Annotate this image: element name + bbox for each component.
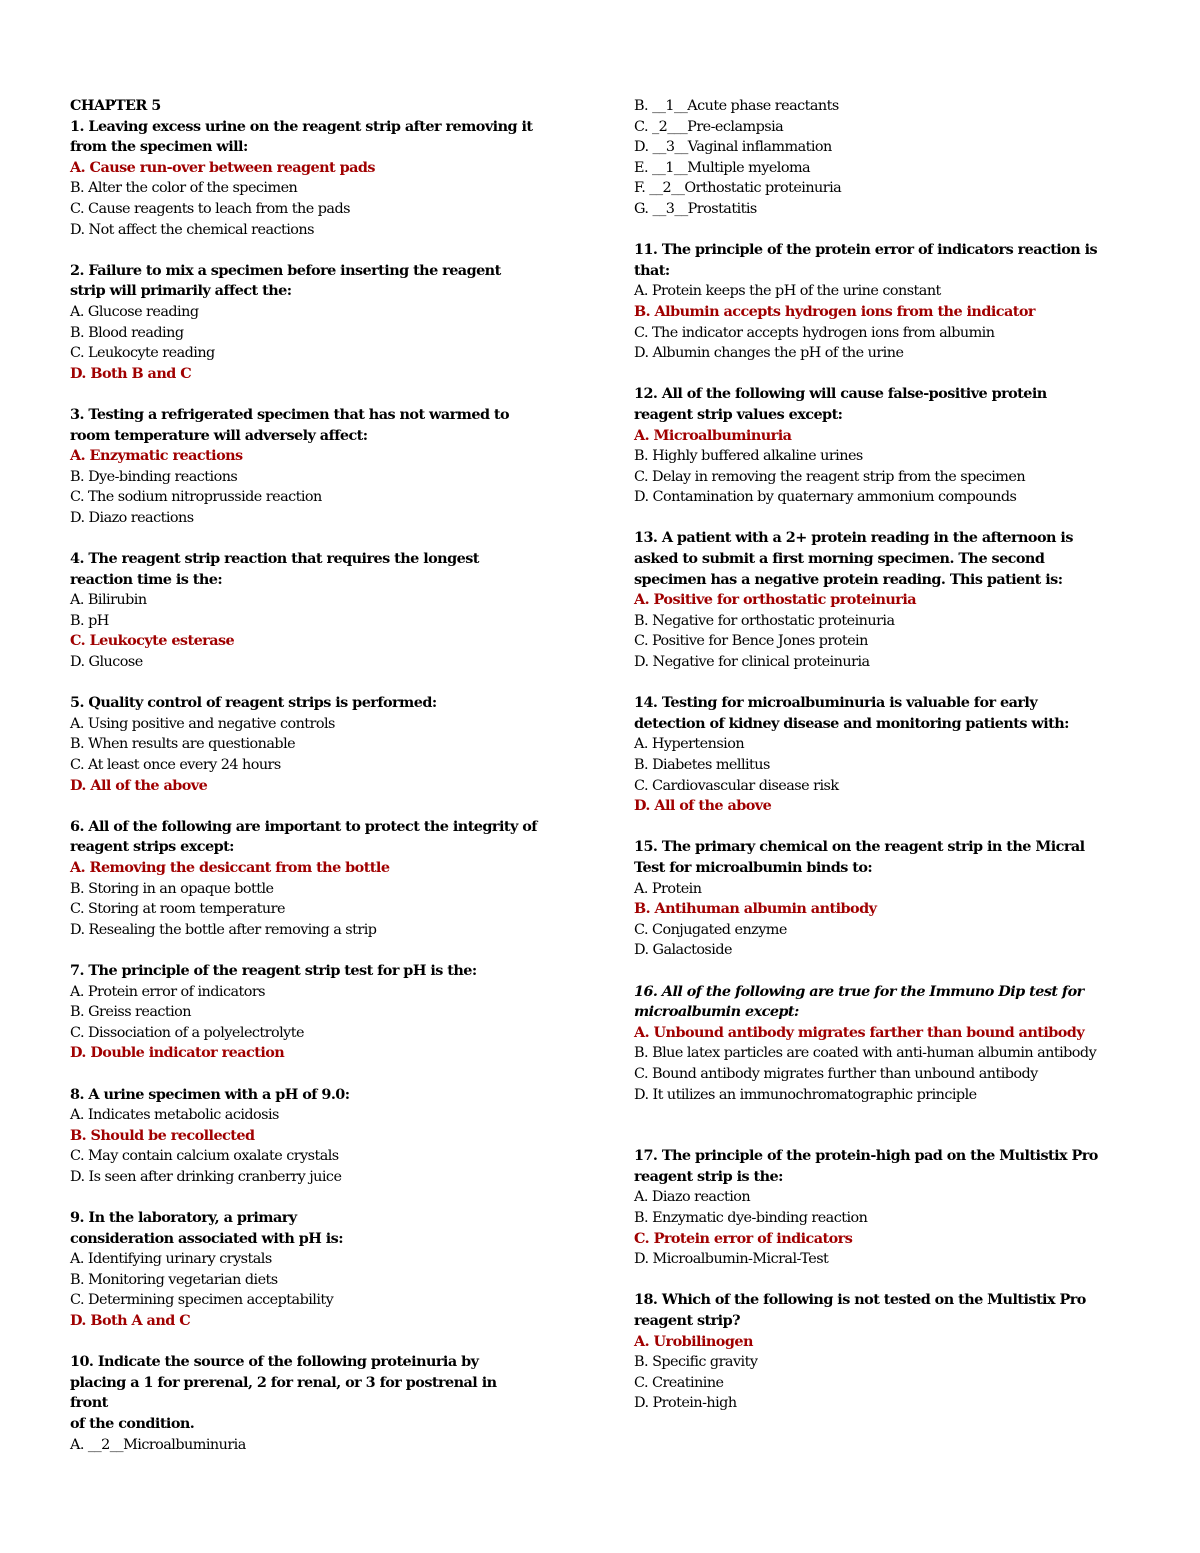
question-line: from the specimen will: (70, 138, 248, 156)
option-line: A. Protein error of indicators (70, 983, 266, 1000)
option-line: D. Resealing the bottle after removing a strip (70, 921, 377, 938)
correct-answer-line: B. Albumin accepts hydrogen ions from the indicator (634, 302, 1035, 320)
option-line: A. Hypertension (634, 736, 745, 753)
question-line: 4. The reagent strip reaction that requires the longest (70, 550, 479, 568)
question-line: 6. All of the following are important to protect the integrity of (70, 817, 537, 835)
option-line: A. __2__Microalbuminuria (70, 1436, 246, 1453)
option-line: B. Enzymatic dye-binding reaction (634, 1210, 868, 1227)
option-line: B. Diabetes mellitus (634, 757, 770, 773)
option-line: C. Cardiovascular disease risk (634, 777, 839, 794)
question-line: placing a 1 for prerenal, 2 for renal, or 3 for postrenal in (70, 1373, 497, 1391)
option-line: B. When results are questionable (70, 736, 296, 753)
blank-line (70, 1332, 580, 1353)
blank-line (70, 673, 580, 694)
option-line: C. Storing at room temperature (70, 901, 285, 918)
correct-answer-line: A. Microalbuminuria (634, 426, 792, 444)
option-line: C. At least once every 24 hours (70, 757, 281, 773)
blank-line (634, 1270, 1134, 1291)
correct-answer-line: C. Leukocyte esterase (70, 632, 235, 650)
blank-line (634, 673, 1134, 694)
option-line: C. The indicator accepts hydrogen ions from albumin (634, 324, 995, 341)
question-line: that: (634, 261, 670, 279)
option-line: A. Identifying urinary crystals (70, 1251, 272, 1268)
question-line: 13. A patient with a 2+ protein reading in the afternoon is (634, 529, 1073, 547)
question-line: Test for microalbumin binds to: (634, 858, 873, 876)
question-line: reagent strips except: (70, 838, 234, 856)
correct-answer-line: A. Urobilinogen (634, 1332, 753, 1350)
option-line: C. Positive for Bence Jones protein (634, 633, 868, 650)
question-line: reagent strip? (634, 1312, 740, 1330)
blank-line (70, 528, 580, 549)
option-line: B. Dye-binding reactions (70, 468, 238, 485)
option-line: A. Glucose reading (70, 303, 199, 320)
question-line: 9. In the laboratory, a primary (70, 1209, 297, 1227)
option-line: A. Diazo reaction (634, 1189, 751, 1206)
question-line: 14. Testing for microalbuminuria is valuable for early (634, 694, 1038, 712)
option-line: D. Not affect the chemical reactions (70, 221, 314, 238)
blank-line (70, 796, 580, 817)
question-line: strip will primarily affect the: (70, 282, 292, 300)
option-line: D. It utilizes an immunochromatographic principle (634, 1086, 977, 1103)
option-line: D. Protein-high (634, 1395, 737, 1412)
option-line: B. Specific gravity (634, 1354, 758, 1371)
option-line: D. Albumin changes the pH of the urine (634, 345, 904, 362)
option-line: D. Contamination by quaternary ammonium compounds (634, 489, 1017, 506)
option-line: F. __2__Orthostatic proteinuria (634, 180, 842, 197)
question-line: 8. A urine specimen with a pH of 9.0: (70, 1085, 350, 1103)
option-line: B. Highly buffered alkaline urines (634, 448, 863, 465)
option-line: C. Cause reagents to leach from the pads (70, 200, 350, 217)
option-line: C. Leukocyte reading (70, 345, 215, 362)
correct-answer-line: D. Both A and C (70, 1312, 191, 1330)
question-line: room temperature will adversely affect: (70, 426, 368, 444)
correct-answer-line: D. Double indicator reaction (70, 1044, 285, 1062)
question-line: of the condition. (70, 1415, 195, 1432)
option-line: D. Glucose (70, 654, 143, 671)
option-line: C. Dissociation of a polyelectrolyte (70, 1024, 304, 1041)
question-line: 3. Testing a refrigerated specimen that has not warmed to (70, 405, 510, 423)
blank-line (70, 940, 580, 961)
blank-line (634, 817, 1134, 838)
option-line: A. Protein keeps the pH of the urine constant (634, 283, 941, 300)
right-column (634, 96, 1134, 1414)
question-line: 18. Which of the following is not tested on the Multistix Pro (634, 1291, 1086, 1309)
question-line: 16. All of the following are true for the Immuno Dip test for (634, 982, 1084, 1000)
option-line: C. Bound antibody migrates further than unbound antibody (634, 1065, 1038, 1082)
question-line: 12. All of the following will cause false-positive protein (634, 385, 1047, 403)
option-line: B. Greiss reaction (70, 1004, 192, 1021)
correct-answer-line: D. Both B and C (70, 364, 192, 382)
correct-answer-line: B. Should be recollected (70, 1126, 255, 1144)
option-line: C. Delay in removing the reagent strip from the specimen (634, 468, 1026, 485)
question-line: reagent strip values except: (634, 405, 843, 423)
option-line: B. Negative for orthostatic proteinuria (634, 612, 895, 629)
blank-line (634, 508, 1134, 529)
option-line: D. Galactoside (634, 942, 732, 959)
option-line: C. _2___Pre-eclampsia (634, 118, 784, 135)
blank-line (634, 364, 1134, 385)
blank-line (70, 384, 580, 405)
question-line: microalbumin except: (634, 1003, 799, 1021)
option-line: G. __3__Prostatitis (634, 200, 757, 217)
question-line: 15. The primary chemical on the reagent strip in the Micral (634, 838, 1085, 856)
question-line: specimen has a negative protein reading. This patient is: (634, 570, 1063, 588)
question-line: CHAPTER 5 (70, 97, 161, 114)
option-line: A. Bilirubin (70, 592, 147, 609)
question-line: reaction time is the: (70, 570, 223, 588)
option-line: B. Blood reading (70, 324, 184, 341)
option-line: C. May contain calcium oxalate crystals (70, 1148, 339, 1165)
option-line: B. __1__Acute phase reactants (634, 98, 839, 114)
correct-answer-line: D. All of the above (634, 797, 772, 815)
option-line: A. Protein (634, 880, 702, 897)
blank-line (634, 961, 1134, 982)
option-line: A. Using positive and negative controls (70, 715, 335, 732)
question-line: consideration associated with pH is: (70, 1229, 343, 1247)
option-line: D. Diazo reactions (70, 509, 194, 526)
question-line: detection of kidney disease and monitoring patients with: (634, 714, 1069, 732)
option-line: C. Creatinine (634, 1374, 724, 1391)
question-line: 17. The principle of the protein-high pad on the Multistix Pro (634, 1147, 1098, 1165)
option-line: C. The sodium nitroprusside reaction (70, 489, 322, 506)
question-line: 1. Leaving excess urine on the reagent strip after removing it (70, 117, 533, 135)
blank-line (70, 240, 580, 261)
option-line: B. Blue latex particles are coated with anti-human albumin antibody (634, 1045, 1097, 1062)
question-line: 7. The principle of the reagent strip test for pH is the: (70, 961, 477, 979)
question-line: 2. Failure to mix a specimen before inserting the reagent (70, 261, 501, 279)
correct-answer-line: B. Antihuman albumin antibody (634, 900, 877, 918)
correct-answer-line: C. Protein error of indicators (634, 1229, 853, 1247)
blank-line (634, 1126, 1134, 1147)
option-line: D. Is seen after drinking cranberry juice (70, 1168, 342, 1185)
option-line: B. Storing in an opaque bottle (70, 880, 274, 897)
correct-answer-line: A. Positive for orthostatic proteinuria (634, 591, 917, 609)
option-line: C. Determining specimen acceptability (70, 1292, 334, 1309)
question-line: 11. The principle of the protein error of indicators reaction is (634, 241, 1098, 259)
left-column (70, 96, 580, 1455)
correct-answer-line: A. Enzymatic reactions (70, 447, 243, 465)
question-line: front (70, 1394, 108, 1412)
option-line: B. pH (70, 612, 109, 629)
question-line: asked to submit a first morning specimen. The second (634, 550, 1045, 568)
correct-answer-line: A. Removing the desiccant from the bottle (70, 858, 390, 876)
option-line: D. Microalbumin-Micral-Test (634, 1251, 829, 1268)
question-line: 5. Quality control of reagent strips is performed: (70, 694, 437, 712)
option-line: B. Monitoring vegetarian diets (70, 1271, 278, 1288)
option-line: D. Negative for clinical proteinuria (634, 654, 870, 671)
blank-line (70, 1187, 580, 1208)
correct-answer-line: D. All of the above (70, 776, 208, 794)
option-line: D. __3__Vaginal inflammation (634, 139, 832, 156)
option-line: C. Conjugated enzyme (634, 921, 787, 938)
correct-answer-line: A. Cause run-over between reagent pads (70, 158, 375, 176)
correct-answer-line: A. Unbound antibody migrates farther than bound antibody (634, 1023, 1085, 1041)
blank-line (70, 1064, 580, 1085)
option-line: A. Indicates metabolic acidosis (70, 1107, 279, 1124)
question-line: reagent strip is the: (634, 1167, 783, 1185)
blank-line (634, 220, 1134, 241)
blank-line (634, 1105, 1134, 1126)
option-line: E. __1__Multiple myeloma (634, 159, 811, 176)
question-line: 10. Indicate the source of the following proteinuria by (70, 1353, 479, 1371)
option-line: B. Alter the color of the specimen (70, 180, 298, 197)
